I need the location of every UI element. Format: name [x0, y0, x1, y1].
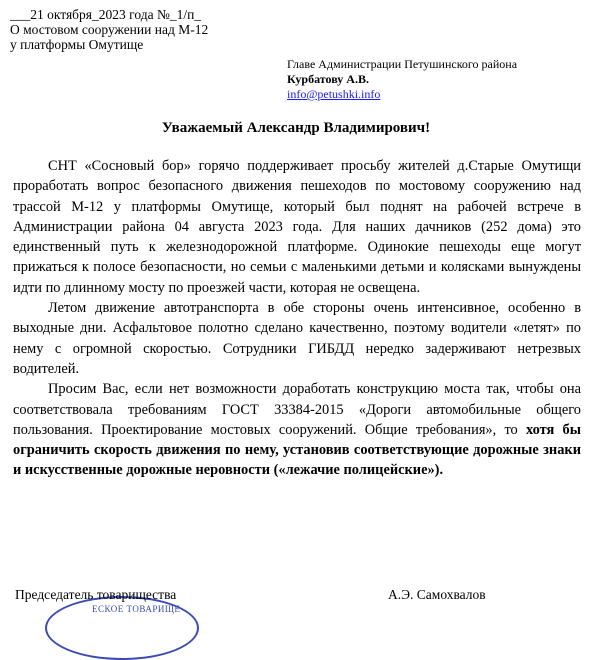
addressee-name: Курбатову А.В.: [287, 72, 369, 86]
date-number-line: ___21 октября_2023 года №_1/п_: [10, 7, 202, 22]
paragraph-2: Летом движение автотранспорта в обе стороны очень интенсивное, особенно в выходные дни. Асфальтовое полотно сделано качественно, поэтому водители «летят» по нему с огромной скоростью. Сотрудники ГИБДД нередко задерживают нетрезвых водителей.: [13, 300, 581, 377]
letter-body: [13, 156, 581, 481]
addressee-position: Главе Администрации Петушинского района: [287, 57, 518, 71]
paragraph-3-bold-request: хотя бы ограничить скорость движения по нему, установив соответствующие дорожные знаки и искусственные дорожные неровности («лежачие полицейские»).: [13, 421, 581, 479]
greeting: Уважаемый Александр Владимирович!: [161, 120, 431, 136]
seal-stamp-text: ЕСКОЕ ТОВАРИЩЕ: [92, 604, 181, 614]
paragraph-3-text: Просим Вас, если нет возможности доработать конструкцию моста так, чтобы она соответствовала требованиям ГОСТ 33384-2015 «Дороги автомобильные общего пользования. Проектирование мостовых сооружений. Общие требования», то: [13, 381, 581, 438]
addressee-block: [287, 57, 517, 102]
addressee-email-link[interactable]: info@petushki.info: [287, 87, 381, 101]
subject-line-2: у платформы Омутище: [10, 37, 144, 52]
signature-title: Председатель товарищества: [15, 587, 177, 602]
signature-name: А.Э. Самохвалов: [388, 587, 486, 602]
paragraph-1: СНТ «Сосновый бор» горячо поддерживает просьбу жителей д.Старые Омутищи проработать вопрос безопасного движения пешеходов по мостовому сооружению над трассой М-12 у платформы Омутище, который был поднят на рабочей встрече в Администрации района 04 августа 2023 года. Для наших дачников (252 дома) это единственный путь к железнодорожной платформе. Одинокие пешеходы еще могут прижаться к полосе безопасности, но семьи с маленькими детьми и колясками вынуждены идти по длинному мосту по проезжей части, которая не освещена.: [13, 158, 581, 296]
letter-header: [10, 7, 208, 52]
paragraph-3: [13, 379, 581, 480]
subject-line-1: О мостовом сооружении над М-12: [10, 22, 209, 37]
